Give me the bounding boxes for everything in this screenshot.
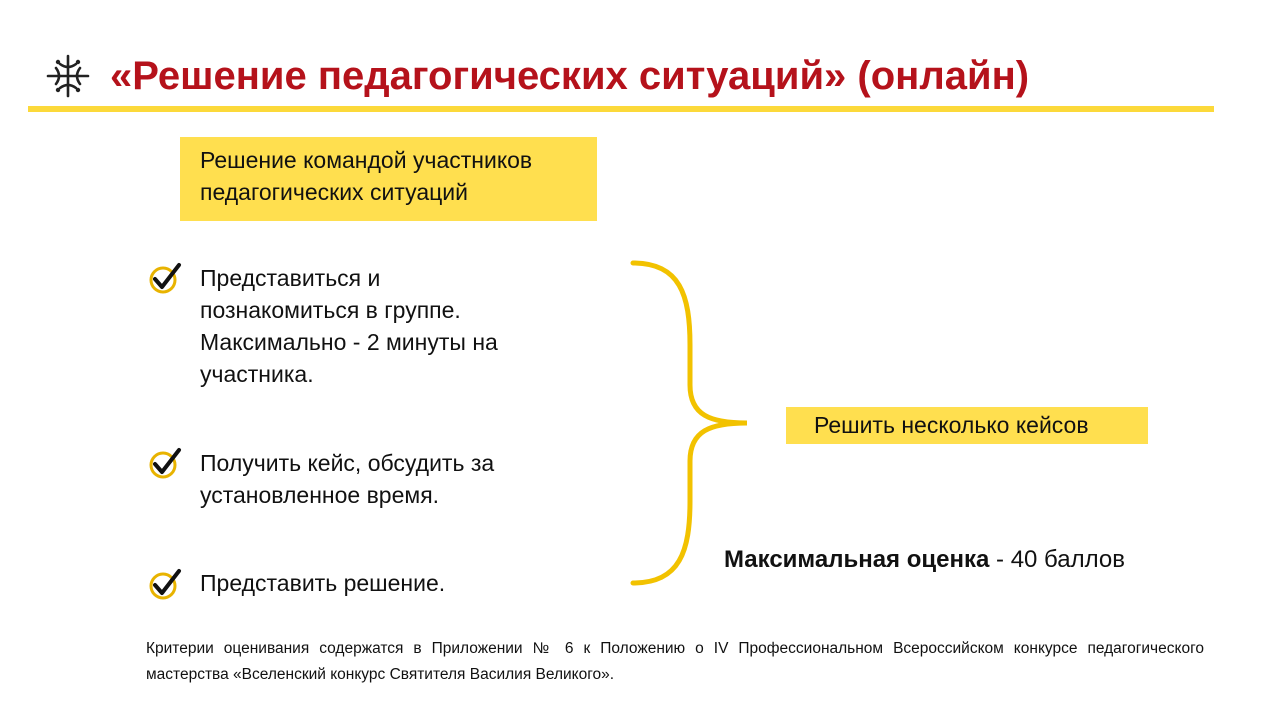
max-score-label: Максимальная оценка	[724, 546, 990, 573]
checkmark-icon	[148, 568, 184, 602]
title-underline	[28, 106, 1214, 112]
step-line: Получить кейс, обсудить за	[200, 450, 495, 476]
curly-brace	[625, 255, 760, 590]
step-line: участника.	[200, 361, 314, 387]
result-highlight-box: Решить несколько кейсов	[786, 407, 1148, 444]
step-text-discuss	[200, 447, 494, 511]
intro-line: педагогических ситуаций	[200, 179, 468, 205]
page-title: «Решение педагогических ситуаций» (онлайн)	[110, 54, 1030, 98]
checkmark-icon	[148, 262, 184, 296]
footnote: Критерии оценивания содержатся в Приложении № 6 к Положению о IV Профессиональном Всероссийском конкурсе педагогического мастерства «Вселенский конкурс Святителя Василия Великого».	[146, 640, 1204, 683]
step-line: Представить решение.	[200, 570, 446, 596]
step-line: Максимально - 2 минуты на	[200, 329, 498, 355]
intro-highlight-box	[180, 137, 597, 221]
step-line: Представиться и	[200, 265, 381, 291]
max-score	[724, 543, 1125, 577]
step-line: познакомиться в группе.	[200, 297, 461, 323]
intro-line: Решение командой участников	[200, 147, 533, 173]
cross-ornament-icon	[44, 52, 92, 100]
step-text-present	[200, 567, 445, 599]
checkmark-icon	[148, 447, 184, 481]
max-score-value: - 40 баллов	[989, 546, 1125, 573]
step-text-introduce	[200, 262, 498, 390]
step-line: установленное время.	[200, 482, 440, 508]
